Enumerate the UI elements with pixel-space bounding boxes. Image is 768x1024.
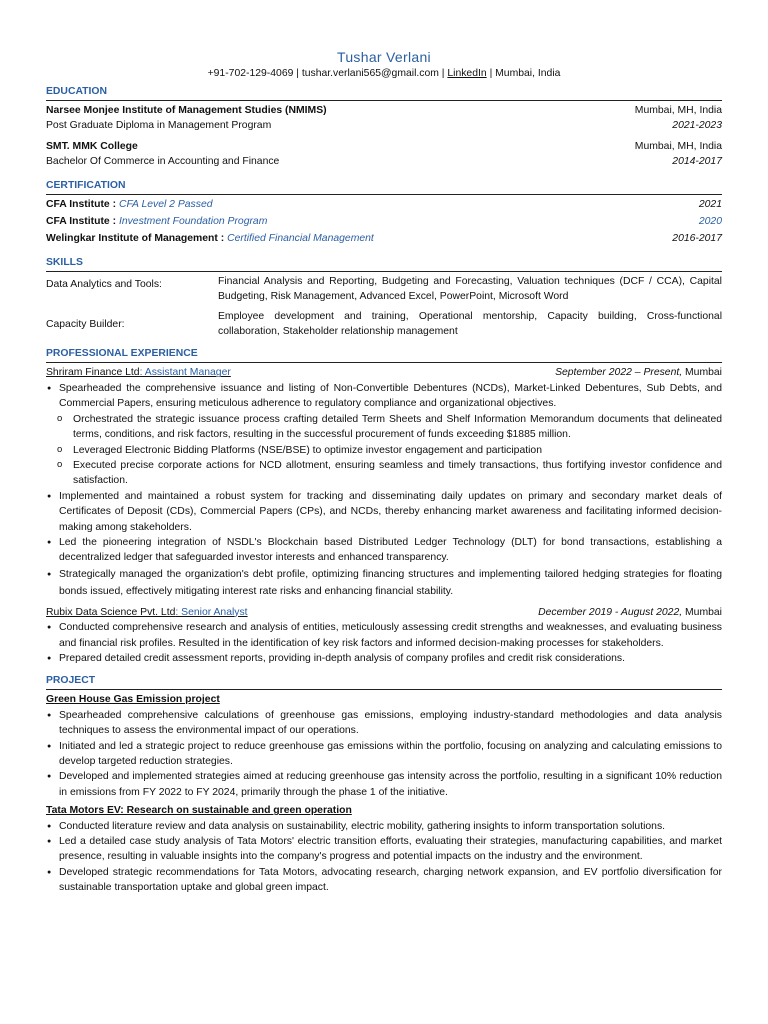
job-city: Mumbai xyxy=(685,367,722,379)
job-bullets xyxy=(46,620,722,666)
skills-heading: SKILLS xyxy=(46,256,722,272)
list-item: ● Developed and implemented strategies aimed at reducing greenhouse gas intensity across the portfolio, resulting in a significant 10% reduction in emissions from FY 2022 to FY 2024, primarily through the phase 1 of the initiative. xyxy=(46,769,722,800)
dates: 2021-2023 xyxy=(672,120,722,132)
project-bullets xyxy=(46,708,722,800)
education-heading: EDUCATION xyxy=(46,85,722,101)
project-title: Tata Motors EV: Research on sustainable and green operation xyxy=(46,805,352,817)
phone: +91-702-129-4069 xyxy=(207,68,294,79)
cert-year: 2021 xyxy=(698,198,722,210)
school-name: SMT. MMK College xyxy=(46,140,138,152)
list-item: o Executed precise corporate actions for NCD allotment, ensuring seamless and timely transactions, thus fortifying investor confidence and satisfaction. xyxy=(46,458,722,489)
certification-entry xyxy=(46,231,722,246)
project-heading: PROJECT xyxy=(46,674,722,690)
list-item: ● Conducted literature review and data analysis on sustainability, electric mobility, gathering insights to inform transportation solutions. xyxy=(46,819,722,834)
skills-grid xyxy=(46,274,722,340)
separator: | xyxy=(489,68,493,79)
separator: | xyxy=(296,68,299,79)
school-name: Narsee Monjee Institute of Management Studies (NMIMS) xyxy=(46,105,327,116)
job-role: : Assistant Manager xyxy=(139,367,231,379)
list-item: ● Implemented and maintained a robust system for tracking and disseminating daily updates on primary and secondary market deals of Certificates of Deposit (CDs), Commercial Papers (CPs), and NCDs, thereby enhancing market awareness and facilitating informed decision-making among stakeholders. xyxy=(46,489,722,535)
certification-heading: CERTIFICATION xyxy=(46,179,722,195)
school-location: Mumbai, MH, India xyxy=(634,105,722,116)
cert-name: Certified Financial Management xyxy=(227,233,374,245)
list-item: ● Prepared detailed credit assessment reports, providing in-depth analysis of company profiles and credit risk considerations. xyxy=(46,651,722,666)
cert-name: Investment Foundation Program xyxy=(118,216,268,228)
project-entry xyxy=(46,803,722,895)
skill-value: Financial Analysis and Reporting, Budgeting and Forecasting, Valuation techniques (DCF / CCA), Capital Budgeting, Risk Management, Advanced Excel, PowerPoint, Microsoft Word xyxy=(218,275,722,303)
job-bullets xyxy=(46,489,722,600)
email: tushar.verlani565@gmail.com xyxy=(301,68,439,79)
job-dates: December 2019 - August 2022, xyxy=(538,606,683,618)
location: Mumbai, India xyxy=(495,68,561,79)
linkedin-link[interactable]: LinkedIn xyxy=(447,68,487,79)
certification-entry xyxy=(46,214,722,229)
job-role: : Senior Analyst xyxy=(175,606,248,618)
list-item: o Leveraged Electronic Bidding Platforms (NSE/BSE) to optimize investor engagement and participation xyxy=(46,443,722,458)
education-entry xyxy=(46,139,722,170)
cert-org: Welingkar Institute of Management : xyxy=(46,233,225,245)
job-entry xyxy=(46,365,722,599)
skill-label: Capacity Builder: xyxy=(46,318,125,330)
experience-heading: PROFESSIONAL EXPERIENCE xyxy=(46,347,722,363)
job-dates: September 2022 – Present, xyxy=(555,367,683,379)
project-title: Green House Gas Emission project xyxy=(46,694,220,706)
certification-entry xyxy=(46,197,722,212)
cert-year: 2020 xyxy=(698,216,722,228)
list-item: ● Initiated and led a strategic project to reduce greenhouse gas emissions within the portfolio, focusing on analyzing and calculating emissions to develop targeted reduction strategies. xyxy=(46,739,722,770)
contact-line xyxy=(46,66,722,81)
list-item: ● Conducted comprehensive research and analysis of entities, meticulously assessing credit strengths and weaknesses, and evaluating business and financial risk profiles. Resulted in the identification of key risk factors and informed decision-making processes for stakeholders. xyxy=(46,620,722,651)
job-sub-bullets xyxy=(46,412,722,489)
project-bullets xyxy=(46,819,722,896)
list-item: o Orchestrated the strategic issuance process crafting detailed Term Sheets and Shelf Information Memorandum documents that delineated terms, conditions, and risk factors, resulting in the successful procurement of funds exceeding $1885 million. xyxy=(46,412,722,443)
list-item: ● Developed strategic recommendations for Tata Motors, advocating research, charging network expansion, and EV portfolio diversification for sustainable transportation uptake and global green impact. xyxy=(46,865,722,896)
cert-name: CFA Level 2 Passed xyxy=(118,198,213,210)
company-name: Shriram Finance Ltd xyxy=(46,367,140,379)
skill-value: Employee development and training, Operational mentorship, Capacity building, Cross-functional collaboration, Stakeholder relationship management xyxy=(218,310,722,338)
cert-org: CFA Institute : xyxy=(46,216,117,228)
list-item: ● Spearheaded comprehensive calculations of greenhouse gas emissions, employing industry-standard methodologies and data analysis techniques to assess the environmental impact of our operations. xyxy=(46,708,722,739)
education-entry xyxy=(46,103,722,134)
degree: Post Graduate Diploma in Management Program xyxy=(46,120,272,132)
list-item: ● Spearheaded the comprehensive issuance and listing of Non-Convertible Debentures (NCDs), Market-Linked Debentures, Sub Debts, and Commercial Papers, ensuring meticulous adherence to regulatory compliance and organizational objectives. xyxy=(46,381,722,412)
list-item: ● Led the pioneering integration of NSDL's Blockchain based Distributed Ledger Technology (DLT) for bond transactions, establishing a decentralized ledger that safeguarded investor interests and enhanced transparency. xyxy=(46,535,722,566)
separator: | xyxy=(441,68,445,79)
company-name: Rubix Data Science Pvt. Ltd xyxy=(46,606,176,618)
cert-org: CFA Institute : xyxy=(46,198,117,210)
job-title xyxy=(46,365,231,380)
project-entry xyxy=(46,692,722,800)
skill-label: Data Analytics and Tools: xyxy=(46,278,162,290)
list-item: ● Strategically managed the organization's debt profile, optimizing financing structures and implementing tailored hedging strategies for floating bonds issued, effectively mitigating interest rate risks and enhancing financial stability. xyxy=(46,566,722,600)
candidate-name: Tushar Verlani xyxy=(337,49,431,65)
cert-year: 2016-2017 xyxy=(672,233,722,245)
job-bullets xyxy=(46,381,722,412)
job-city: Mumbai xyxy=(685,606,722,618)
dates: 2014-2017 xyxy=(672,156,722,168)
list-item: ● Led a detailed case study analysis of Tata Motors' electric transition efforts, evaluating their strategies, manufacturing capabilities, and market presence, resulting in valuable insights into the company's progress and potential impacts on the industry and the environment. xyxy=(46,834,722,865)
job-title xyxy=(46,605,248,620)
job-entry xyxy=(46,605,722,667)
degree: Bachelor Of Commerce in Accounting and Finance xyxy=(46,156,280,168)
school-location: Mumbai, MH, India xyxy=(634,140,722,152)
